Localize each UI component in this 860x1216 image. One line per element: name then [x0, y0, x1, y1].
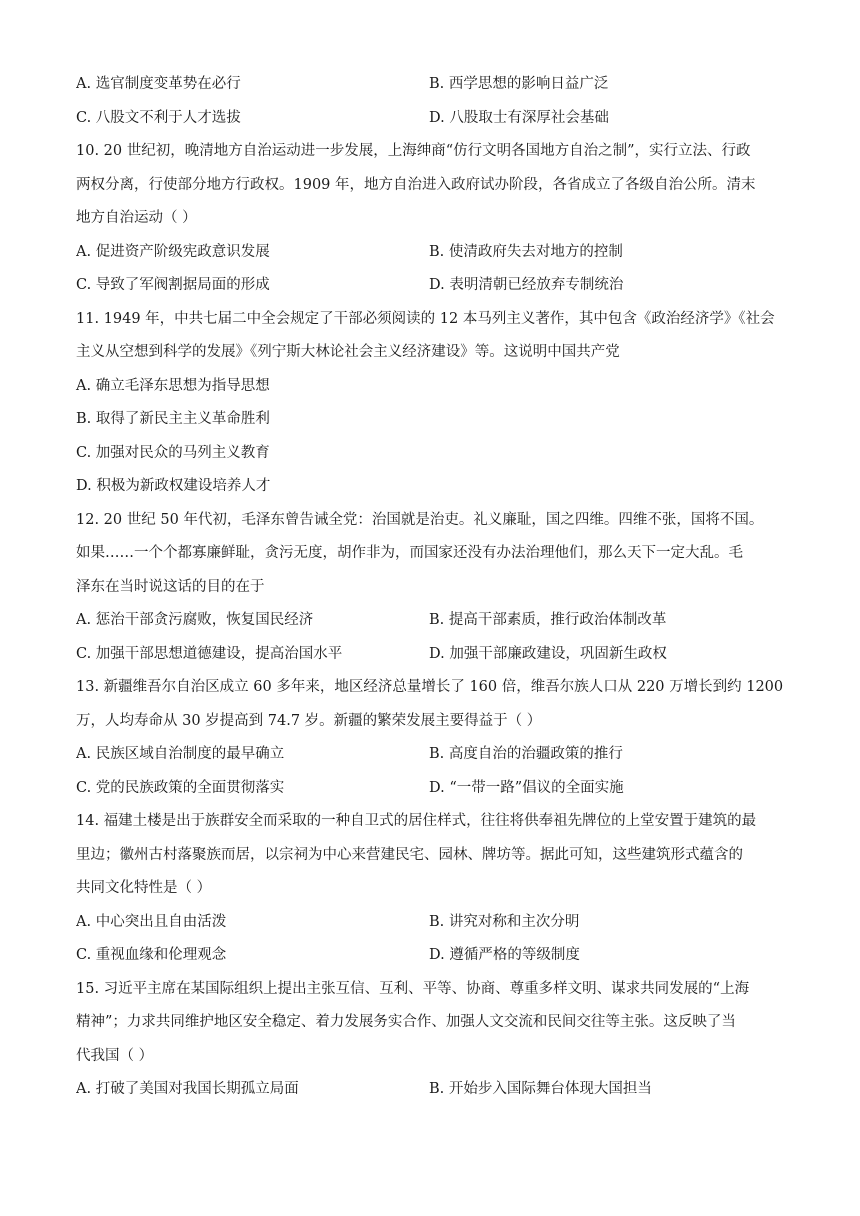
q10-option-b: B. 使清政府失去对地方的控制 — [429, 243, 623, 260]
question-13 — [76, 671, 788, 805]
q10-stem-line: 两权分离，行使部分地方行政权。1909 年，地方自治进入政府试办阶段，各省成立了各级自治公所。清末 — [76, 176, 756, 193]
q9-options-row-2 — [76, 102, 788, 136]
q10-option-c: C. 导致了军阀割据局面的形成 — [76, 277, 270, 293]
q13-option-a: A. 民族区域自治制度的最早确立 — [76, 746, 285, 762]
question-10 — [76, 135, 788, 303]
q11-option-b: B. 取得了新民主主义革命胜利 — [76, 411, 270, 427]
q9-option-a: A. 选官制度变革势在必行 — [76, 76, 241, 92]
q9-option-b: B. 西学思想的影响日益广泛 — [429, 76, 609, 92]
q14-options-row-2 — [76, 939, 788, 973]
q9-option-d: D. 八股取士有深厚社会基础 — [429, 109, 609, 126]
q14-options-row-1 — [76, 906, 788, 940]
q14-stem-line: 共同文化特性是（ ） — [76, 880, 212, 896]
q13-options-row-2 — [76, 772, 788, 806]
q10-option-a: A. 促进资产阶级宪政意识发展 — [76, 243, 270, 260]
q10-option-d: D. 表明清朝已经放弃专制统治 — [429, 277, 624, 293]
q12-option-d: D. 加强干部廉政建设，巩固新生政权 — [429, 645, 667, 662]
q13-option-d: D. “一带一路”倡议的全面实施 — [429, 779, 624, 796]
q12-stem-line: 如果……一个个都寡廉鲜耻，贪污无度，胡作非为，而国家还没有办法治理他们，那么天下一定大乱。毛 — [76, 545, 743, 561]
q12-stem-line: 12. 20 世纪 50 年代初，毛泽东曾告诫全党：治国就是治吏。礼义廉耻，国之四维。四维不张，国将不国。 — [76, 511, 764, 528]
q12-option-b: B. 提高干部素质，推行政治体制改革 — [429, 612, 667, 628]
q14-stem-line: 14. 福建土楼是出于族群安全而采取的一种自卫式的居住样式，往往将供奉祖先牌位的上堂安置于建筑的最 — [76, 813, 757, 829]
q15-option-a: A. 打破了美国对我国长期孤立局面 — [76, 1081, 299, 1097]
q12-options-row-2 — [76, 638, 788, 672]
q13-option-c: C. 党的民族政策的全面贯彻落实 — [76, 779, 285, 796]
q12-options-row-1 — [76, 604, 788, 638]
q10-options-row-1 — [76, 236, 788, 270]
q15-stem-line: 精神”；力求共同维护地区安全稳定、着力发展务实合作、加强人文交流和民间交往等主张。这反映了当 — [76, 1014, 736, 1030]
q15-options-row-1 — [76, 1073, 788, 1107]
question-15 — [76, 973, 788, 1107]
q13-stem-line: 13. 新疆维吾尔自治区成立 60 多年来，地区经济总量增长了 160 倍，维吾尔族人口从 220 万增长到约 1200 — [76, 679, 784, 695]
q13-stem-line: 万，人均寿命从 30 岁提高到 74.7 岁。新疆的繁荣发展主要得益于（ ） — [76, 712, 542, 729]
q14-option-b: B. 讲究对称和主次分明 — [429, 913, 580, 930]
q11-option-c: C. 加强对民众的马列主义教育 — [76, 444, 270, 461]
q12-stem-line: 泽东在当时说这话的目的在于 — [76, 578, 265, 595]
q15-stem-line: 15. 习近平主席在某国际组织上提出主张互信、互利、平等、协商、尊重多样文明、谋求共同发展的“上海 — [76, 980, 750, 997]
q9-option-c: C. 八股文不利于人才选拔 — [76, 109, 241, 126]
q12-option-c: C. 加强干部思想道德建设，提高治国水平 — [76, 645, 343, 662]
q12-option-a: A. 惩治干部贪污腐败，恢复国民经济 — [76, 612, 314, 628]
q14-stem-line: 里边；徽州古村落聚族而居，以宗祠为中心来营建民宅、园林、牌坊等。据此可知，这些建筑形式蕴含的 — [76, 846, 743, 863]
question-14 — [76, 805, 788, 973]
q15-option-b: B. 开始步入国际舞台体现大国担当 — [429, 1081, 652, 1097]
q13-option-b: B. 高度自治的治疆政策的推行 — [429, 746, 623, 762]
q11-stem-line: 主义从空想到科学的发展》《列宁斯大林论社会主义经济建设》等。这说明中国共产党 — [76, 344, 620, 360]
q15-stem-line: 代我国（ ） — [76, 1047, 154, 1064]
q10-options-row-2 — [76, 269, 788, 303]
q9-options-row-1 — [76, 68, 788, 102]
exam-page — [76, 68, 788, 1107]
q14-option-a: A. 中心突出且自由活泼 — [76, 913, 227, 930]
question-11 — [76, 303, 788, 504]
q11-option-a: A. 确立毛泽东思想为指导思想 — [76, 377, 270, 394]
q11-option-d: D. 积极为新政权建设培养人才 — [76, 478, 271, 494]
q13-options-row-1 — [76, 738, 788, 772]
q11-stem-line: 11. 1949 年，中共七届二中全会规定了干部必须阅读的 12 本马列主义著作，其中包含《政治经济学》《社会 — [76, 310, 775, 327]
q10-stem-line: 10. 20 世纪初，晚清地方自治运动进一步发展，上海绅商“仿行文明各国地方自治之制”，实行立法、行政 — [76, 143, 751, 159]
q14-option-c: C. 重视血缘和伦理观念 — [76, 947, 227, 963]
q10-stem-line: 地方自治运动（ ） — [76, 210, 197, 226]
question-12 — [76, 504, 788, 672]
q14-option-d: D. 遵循严格的等级制度 — [429, 947, 580, 963]
